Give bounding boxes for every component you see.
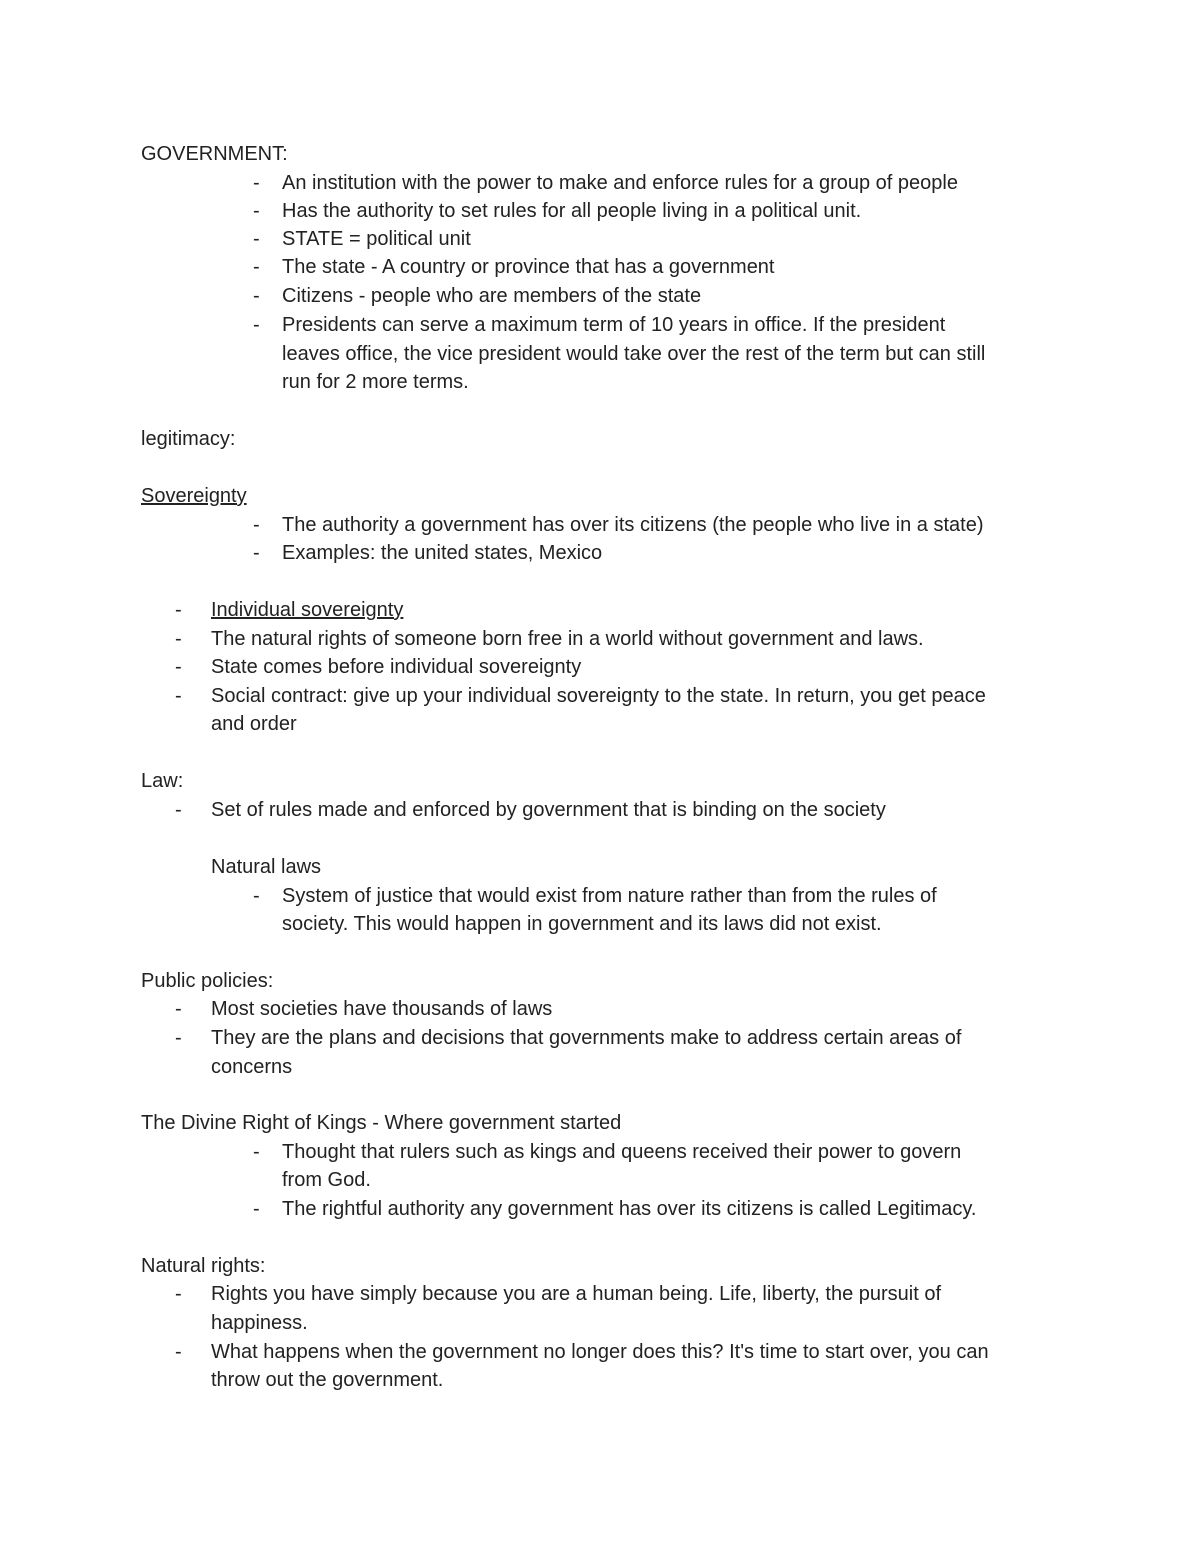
list-item: The natural rights of someone born free in a world without government and laws. bbox=[211, 628, 924, 650]
bullet-marker: - bbox=[253, 514, 260, 536]
bullet-marker: - bbox=[253, 256, 260, 278]
section-heading-public-policies: Public policies: bbox=[141, 970, 274, 992]
section-heading-natural-rights: Natural rights: bbox=[141, 1255, 266, 1277]
bullet-marker: - bbox=[253, 1198, 260, 1220]
list-item-continuation: run for 2 more terms. bbox=[282, 371, 469, 393]
bullet-marker: - bbox=[175, 799, 182, 821]
list-item-continuation: throw out the government. bbox=[211, 1369, 444, 1391]
list-item: Thought that rulers such as kings and queens received their power to govern bbox=[282, 1141, 962, 1163]
list-item: STATE = political unit bbox=[282, 228, 471, 250]
list-item-continuation: happiness. bbox=[211, 1312, 308, 1334]
list-item: What happens when the government no longer does this? It's time to start over, you can bbox=[211, 1341, 989, 1363]
list-item-continuation: concerns bbox=[211, 1056, 293, 1078]
list-item: The authority a government has over its citizens (the people who live in a state) bbox=[282, 514, 984, 536]
list-item: State comes before individual sovereignty bbox=[211, 656, 582, 678]
section-heading-legitimacy: legitimacy: bbox=[141, 428, 236, 450]
list-item-continuation: and order bbox=[211, 713, 297, 735]
list-item-heading-individual-sovereignty: Individual sovereignty bbox=[211, 599, 404, 621]
bullet-marker: - bbox=[253, 200, 260, 222]
subheading-natural-laws: Natural laws bbox=[211, 856, 322, 878]
bullet-marker: - bbox=[175, 1341, 182, 1363]
list-item: Examples: the united states, Mexico bbox=[282, 542, 603, 564]
bullet-marker: - bbox=[253, 885, 260, 907]
list-item: They are the plans and decisions that governments make to address certain areas of bbox=[211, 1027, 962, 1049]
bullet-marker: - bbox=[175, 998, 182, 1020]
list-item: System of justice that would exist from nature rather than from the rules of bbox=[282, 885, 937, 907]
section-heading-sovereignty: Sovereignty bbox=[141, 485, 247, 507]
bullet-marker: - bbox=[253, 314, 260, 336]
bullet-marker: - bbox=[175, 599, 182, 621]
section-heading-law: Law: bbox=[141, 770, 184, 792]
list-item: An institution with the power to make and enforce rules for a group of people bbox=[282, 172, 958, 194]
bullet-marker: - bbox=[253, 172, 260, 194]
list-item: The rightful authority any government has over its citizens is called Legitimacy. bbox=[282, 1198, 977, 1220]
list-item-continuation: society. This would happen in government and its laws did not exist. bbox=[282, 913, 882, 935]
list-item: Social contract: give up your individual sovereignty to the state. In return, you get peace bbox=[211, 685, 986, 707]
list-item: Most societies have thousands of laws bbox=[211, 998, 553, 1020]
list-item: Has the authority to set rules for all people living in a political unit. bbox=[282, 200, 862, 222]
list-item-continuation: leaves office, the vice president would take over the rest of the term but can still bbox=[282, 343, 986, 365]
list-item: Citizens - people who are members of the state bbox=[282, 285, 702, 307]
bullet-marker: - bbox=[175, 656, 182, 678]
list-item: Set of rules made and enforced by government that is binding on the society bbox=[211, 799, 886, 821]
bullet-marker: - bbox=[175, 685, 182, 707]
bullet-marker: - bbox=[253, 228, 260, 250]
bullet-marker: - bbox=[175, 628, 182, 650]
list-item: The state - A country or province that has a government bbox=[282, 256, 775, 278]
section-heading-government: GOVERNMENT: bbox=[141, 143, 288, 165]
bullet-marker: - bbox=[253, 1141, 260, 1163]
list-item-continuation: from God. bbox=[282, 1169, 371, 1191]
bullet-marker: - bbox=[175, 1283, 182, 1305]
bullet-marker: - bbox=[175, 1027, 182, 1049]
bullet-marker: - bbox=[253, 285, 260, 307]
bullet-marker: - bbox=[253, 542, 260, 564]
list-item: Presidents can serve a maximum term of 10 years in office. If the president bbox=[282, 314, 946, 336]
list-item: Rights you have simply because you are a human being. Life, liberty, the pursuit of bbox=[211, 1283, 942, 1305]
section-heading-divine-right: The Divine Right of Kings - Where government started bbox=[141, 1112, 622, 1134]
